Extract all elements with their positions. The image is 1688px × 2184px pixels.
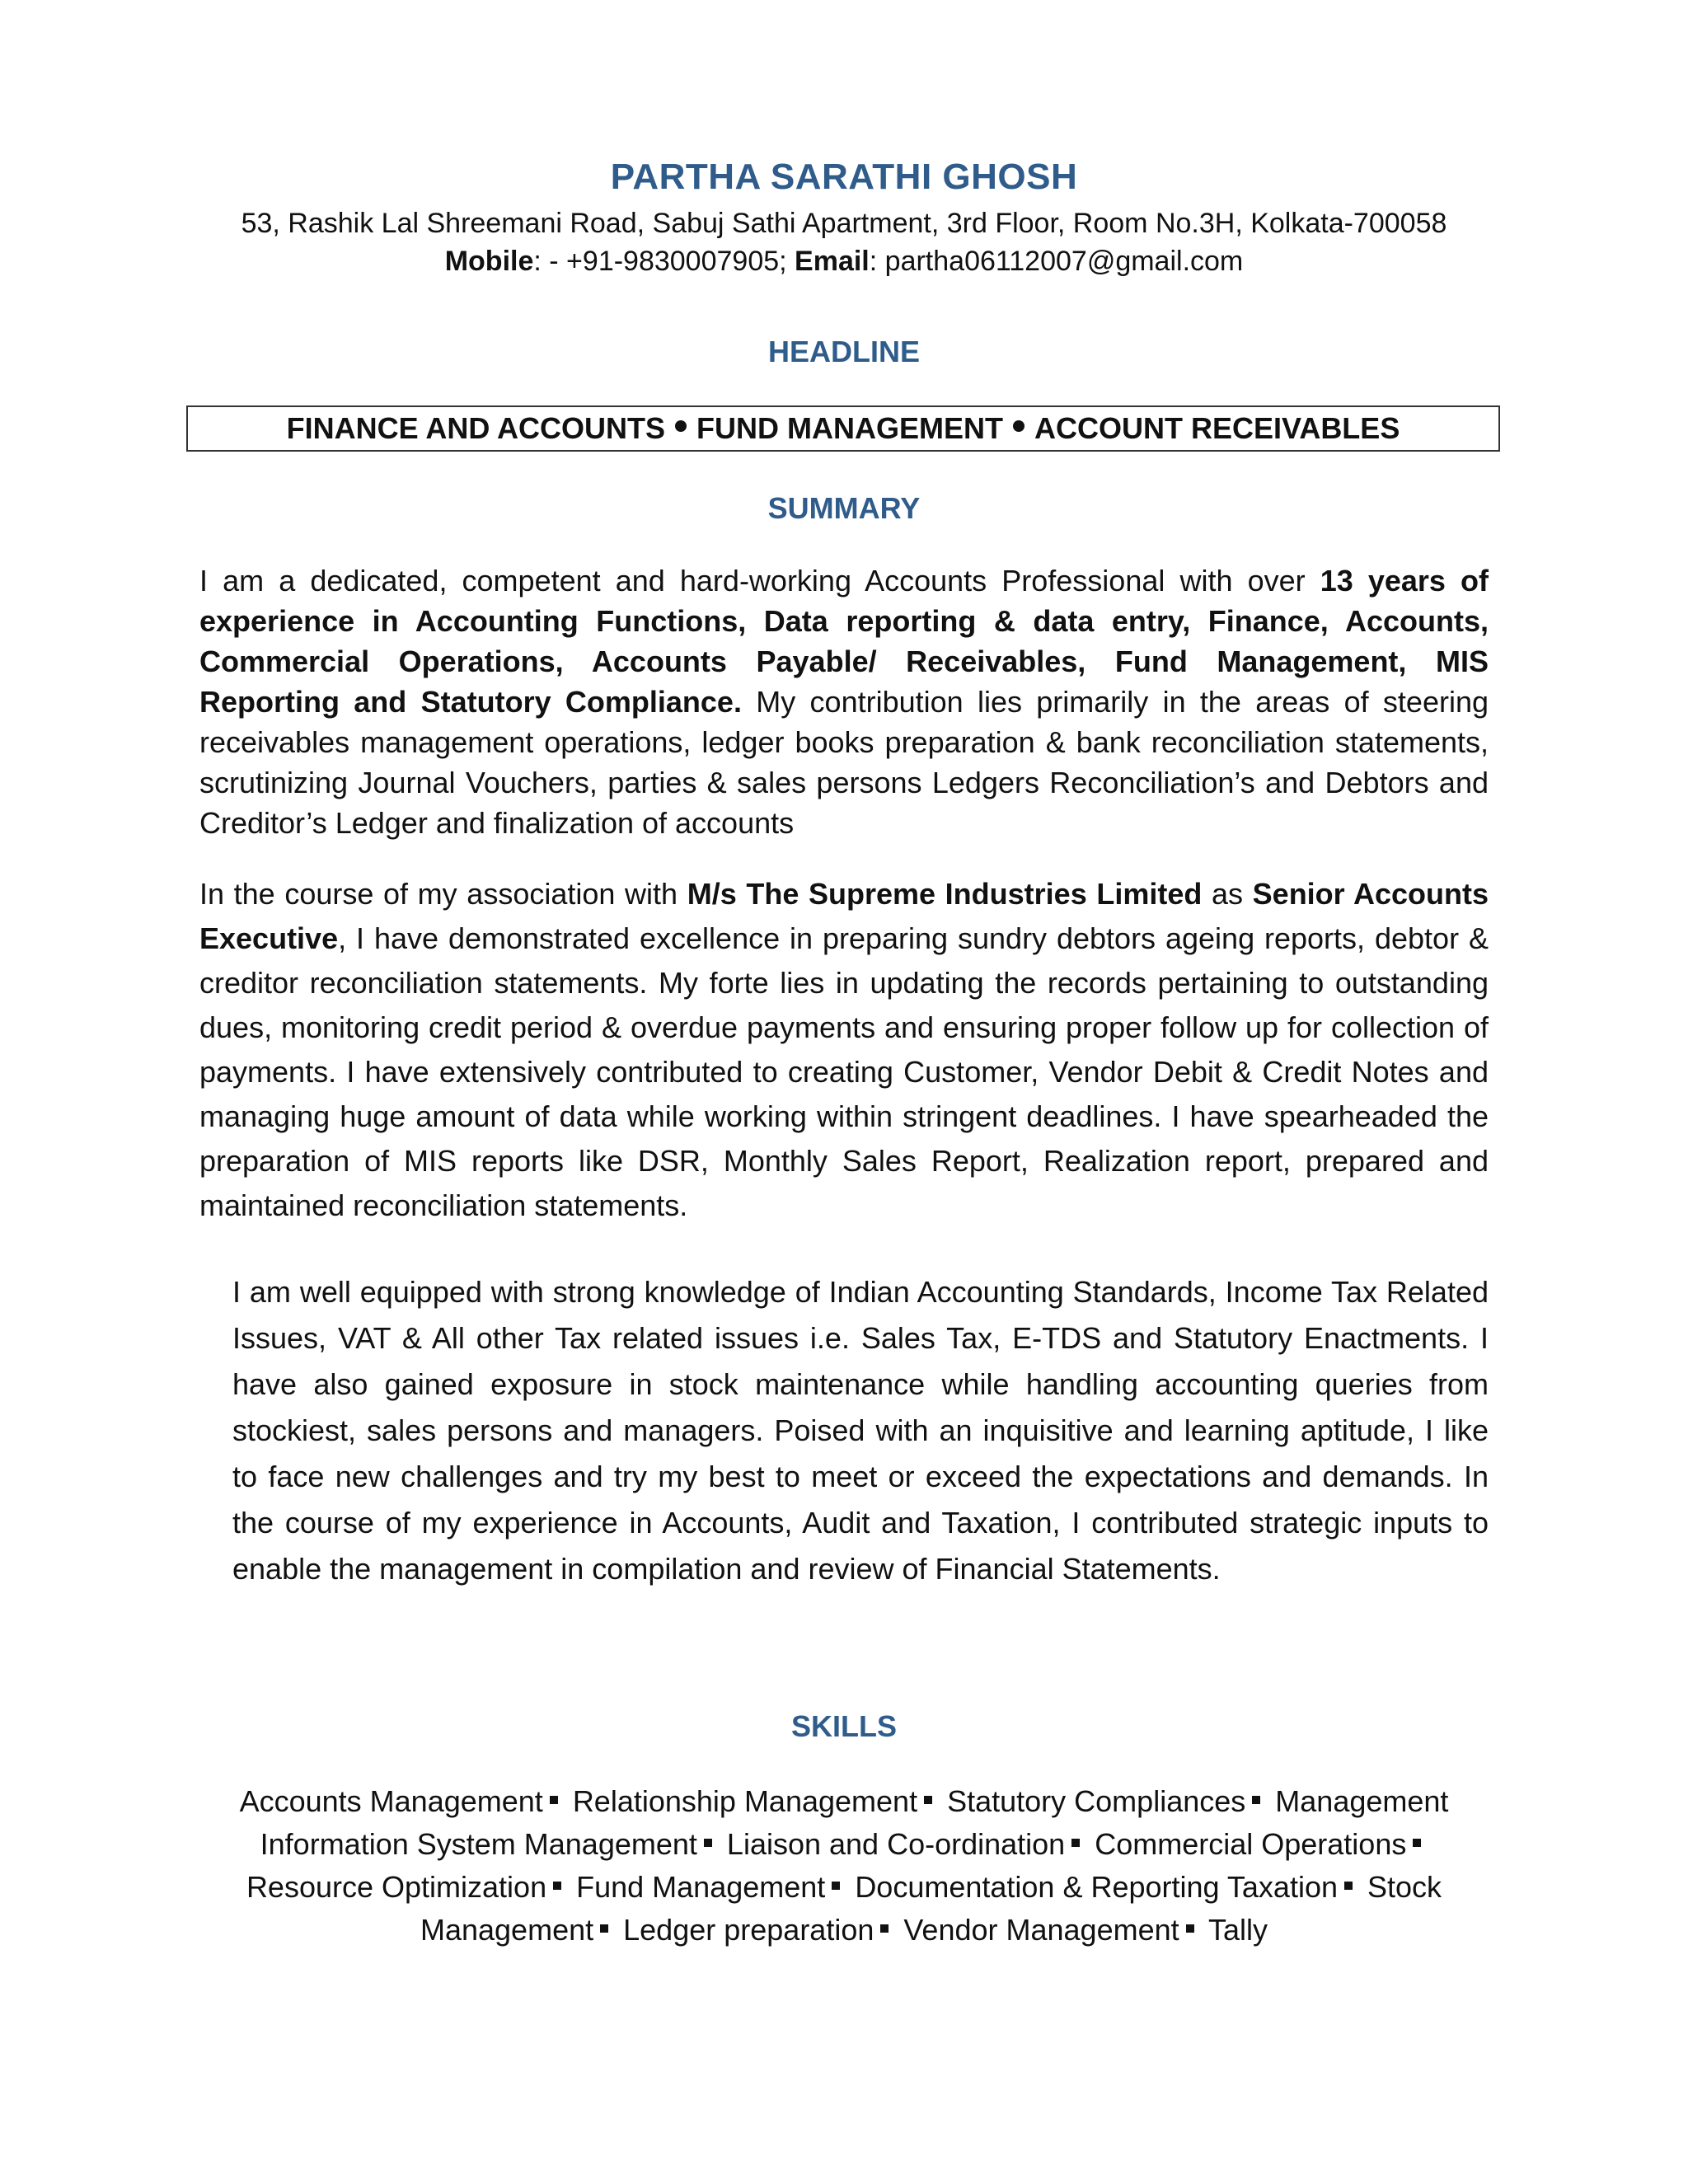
square-bullet-icon <box>1071 1839 1080 1847</box>
skills-title: SKILLS <box>790 1709 897 1743</box>
summary-paragraph-2 <box>199 872 1489 1228</box>
square-bullet-icon <box>1252 1796 1260 1804</box>
summary-p1-text: I am a dedicated, competent and hard-working Accounts Professional with over <box>199 564 1320 598</box>
summary-p2-text: , I have demonstrated excellence in preparing sundry debtors ageing reports, debtor & creditor reconciliation statements. My forte lies in updating the records pertaining to outstanding dues, monitoring credit period & overdue payments and ensuring proper follow up for collection of payments. I have extensively contributed to creating Customer, Vendor Debit & Credit Notes and managing huge amount of data while working within stringent deadlines. I have spearheaded the preparation of MIS reports like DSR, Monthly Sales Report, Realization report, prepared and maintained reconciliation statements. <box>199 921 1489 1222</box>
summary-paragraph-1 <box>199 560 1489 843</box>
square-bullet-icon <box>924 1796 932 1804</box>
skill-item: Accounts Management <box>239 1784 543 1818</box>
summary-p2-text: In the course of my association with <box>199 877 687 911</box>
skills-list <box>206 1780 1482 1952</box>
skill-item: Management Information System Management <box>260 1784 1449 1861</box>
summary-p1-text: My contribution lies primarily in the areas of steering receivables management operations, ledger books preparation & bank reconciliation statements, scrutinizing Journal Vouchers, parties & sales persons Ledgers Reconciliation’s and Debtors and Creditor’s Ledger and finalization of accounts <box>199 685 1489 840</box>
skill-item: Resource Optimization <box>246 1870 547 1904</box>
headline-title: HEADLINE <box>767 335 920 368</box>
summary-title: SUMMARY <box>767 491 921 525</box>
company-name: M/s The Supreme Industries Limited <box>687 877 1203 911</box>
candidate-name: PARTHA SARATHI GHOSH <box>610 157 1078 197</box>
skill-item: Relationship Management <box>572 1784 918 1818</box>
headline-item: FUND MANAGEMENT <box>696 411 1003 445</box>
summary-p1-highlight: 13 years of experience in Accounting Functions, Data reporting & data entry, Finance, Accounts, Commercial Operations, Accounts Payable/ Receivables, Fund Management, MIS Reporting and Statutory Compliance. <box>199 564 1489 719</box>
summary-p2-text: as <box>1202 877 1253 911</box>
headline-item: ACCOUNT RECEIVABLES <box>1034 411 1400 445</box>
skill-item: Statutory Compliances <box>947 1784 1246 1818</box>
square-bullet-icon <box>832 1882 840 1890</box>
skill-item: Stock Management <box>420 1870 1442 1947</box>
summary-paragraph-3: I am well equipped with strong knowledge of Indian Accounting Standards, Income Tax Related Issues, VAT & All other Tax related issues i.e. Sales Tax, E-TDS and Statutory Enactments. I have also gained exposure in stock maintenance while handling accounting queries from stockiest, sales persons and managers. Poised with an inquisitive and learning aptitude, I like to face new challenges and try my best to meet or exceed the expectations and demands. In the course of my experience in Accounts, Audit and Taxation, I contributed strategic inputs to enable the management in compilation and review of Financial Statements. <box>232 1275 1489 1586</box>
square-bullet-icon <box>600 1924 608 1933</box>
mobile-value: : - +91-9830007905; <box>533 246 795 277</box>
skill-item: Liaison and Co-ordination <box>726 1827 1066 1861</box>
address: 53, Rashik Lal Shreemani Road, Sabuj Sathi Apartment, 3rd Floor, Room No.3H, Kolkata-700058 <box>241 208 1447 239</box>
headline-box <box>186 405 1500 452</box>
skill-item: Commercial Operations <box>1095 1827 1407 1861</box>
square-bullet-icon <box>1186 1924 1194 1933</box>
skill-item: Fund Management <box>576 1870 826 1904</box>
skill-item: Tally <box>1207 1913 1268 1947</box>
email-label: Email <box>795 246 870 277</box>
bullet-dot-icon <box>675 420 687 432</box>
contact-line <box>0 246 1688 278</box>
mobile-label: Mobile <box>444 246 534 277</box>
square-bullet-icon <box>1344 1882 1353 1890</box>
job-title: Senior Accounts Executive <box>199 877 1489 955</box>
email-value: : partha06112007@gmail.com <box>869 246 1244 277</box>
headline-item: FINANCE AND ACCOUNTS <box>286 411 665 445</box>
skill-item: Documentation & Reporting Taxation <box>855 1870 1338 1904</box>
square-bullet-icon <box>550 1796 558 1804</box>
square-bullet-icon <box>1413 1839 1421 1847</box>
square-bullet-icon <box>704 1839 712 1847</box>
bullet-dot-icon <box>1013 420 1025 432</box>
skill-item: Ledger preparation <box>623 1913 874 1947</box>
skill-item: Vendor Management <box>903 1913 1179 1947</box>
square-bullet-icon <box>880 1924 889 1933</box>
square-bullet-icon <box>553 1882 561 1890</box>
